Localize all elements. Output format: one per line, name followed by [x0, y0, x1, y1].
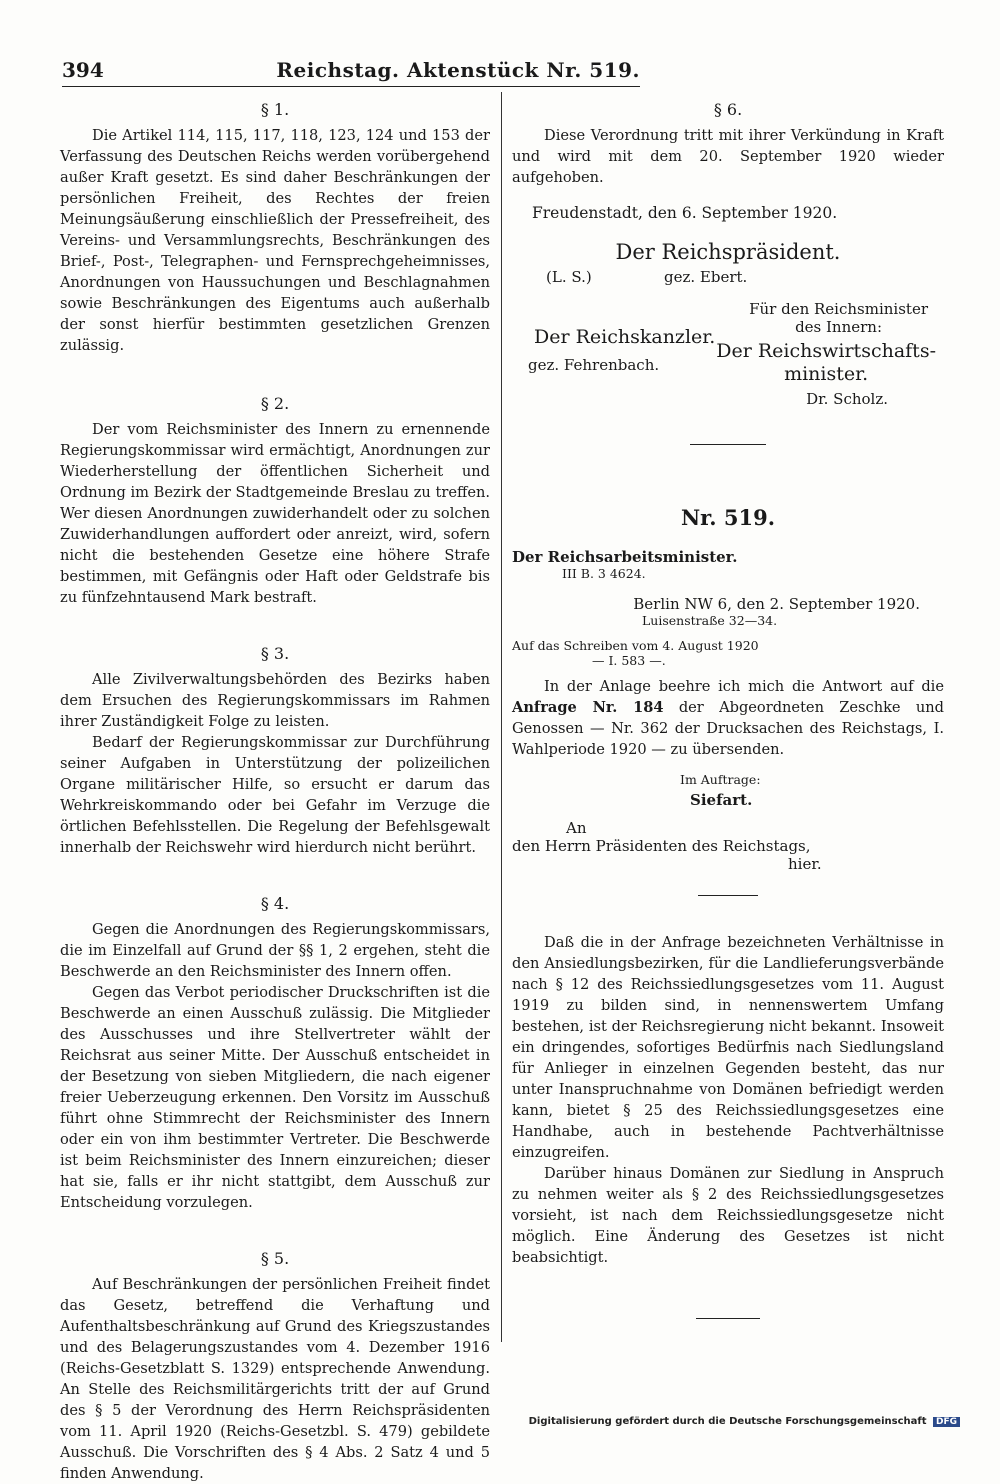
section-3-p2: Bedarf der Regierungskommissar zur Durchführung seiner Aufgaben in Unterstützung der polizeilichen Organe militärischer Hilfe, so ersucht er darum das Wehrkreiskommando oder bei Gefahr im Verzuge die örtlichen Befehlsstellen. Die Regelung der Befehlsgewalt innerhalb der Reichswehr wird hierdurch nicht berührt.: [60, 734, 490, 856]
street: Luisenstraße 32—34.: [642, 613, 778, 628]
address-hier: hier.: [788, 855, 822, 873]
footer-text: Digitalisierung gefördert durch die Deutsche Forschungsgemeinschaft: [528, 1416, 927, 1427]
section-4-heading: § 4.: [260, 894, 290, 913]
minister-for-line-2: des Innern:: [795, 318, 883, 336]
reference-number: III B. 3 4624.: [562, 566, 646, 581]
inquiry-number: Anfrage Nr. 184: [512, 699, 664, 716]
answer-paragraph-2: Darüber hinaus Domänen zur Siedlung in Anspruch zu nehmen weiter als § 2 des Reichssiedlungsgesetzes vorsieht, ist nach dem Reichssiedlungsgesetze nicht möglich. Eine Änderung des Gesetzes ist nicht beabsichtigt.: [512, 1165, 944, 1266]
right-column: [512, 100, 944, 1319]
section-5-text: Auf Beschränkungen der persönlichen Freiheit findet das Gesetz, betreffend die Verhaftung und Aufenthaltsbeschränkung auf Grund des Kriegszustandes und des Belagerungszustandes vom 4. Dezember 1916 (Reichs-Gesetzblatt S. 1329) entsprechende Anwendung. An Stelle des Reichsmilitärgerichts tritt der auf Grund des § 5 der Verordnung des Herrn Reichspräsidenten vom 11. April 1920 (Reichs-Gesetzbl. S. 479) gebildete Ausschuß. Die Vorschriften des § 4 Abs. 2 Satz 4 und 5 finden Anwendung.: [60, 1276, 490, 1482]
president-signature: gez. Ebert.: [664, 268, 748, 286]
economics-minister-title: [716, 340, 936, 386]
seal: (L. S.): [546, 268, 592, 286]
address-line: den Herrn Präsidenten des Reichstags,: [512, 837, 811, 855]
running-title: Reichstag. Aktenstück Nr. 519.: [276, 58, 640, 82]
intro-paragraph: [512, 676, 944, 760]
separator-rule-3: [696, 1318, 760, 1319]
im-auftrage: Im Auftrage:: [680, 772, 761, 787]
separator-rule: [690, 444, 766, 445]
document-number: Nr. 519.: [680, 505, 776, 530]
economics-title-line-1: Der Reichswirtschafts-: [716, 340, 936, 362]
separator-rule-2: [698, 895, 758, 896]
letter-reference-2: — I. 583 —.: [592, 653, 666, 668]
left-column: [60, 100, 490, 1484]
chancellor-signature: gez. Fehrenbach.: [528, 356, 660, 374]
footer: [529, 1416, 960, 1427]
page-header: [62, 58, 640, 87]
address-an: An: [566, 819, 587, 837]
seal-row: [512, 268, 944, 292]
economics-signature: Dr. Scholz.: [806, 390, 888, 408]
letter-reference-1: Auf das Schreiben vom 4. August 1920: [512, 638, 759, 653]
page-number: 394: [62, 58, 104, 82]
section-4-p2: Gegen das Verbot periodischer Druckschriften ist die Beschwerde an einen Ausschuß zulässig. Die Mitglieder des Ausschusses und ihre Stellvertreter wählt der Reichsrat aus seiner Mitte. Der Ausschuß entscheidet in der Besetzung von sieben Mitgliedern, die nach eigener freier Ueberzeugung erkennen. Den Vorsitz im Ausschuß führt ohne Stimmrecht der Reichsminister des Innern oder ein von ihm bestimmter Vertreter. Die Beschwerde ist beim Reichsminister des Innern einzureichen; dieser hat sie, falls er ihr nicht stattgibt, dem Ausschuß zur Entscheidung vorzulegen.: [60, 984, 490, 1211]
section-2-text: Der vom Reichsminister des Innern zu ernennende Regierungskommissar wird ermächtigt, Anordnungen zur Wiederherstellung der öffentlichen Sicherheit und Ordnung im Bezirk der Stadtgemeinde Breslau zu treffen. Wer diesen Anordnungen zuwiderhandelt oder zu solchen Zuwiderhandlungen auffordert oder anreizt, wird, sofern nicht die bestehenden Gesetze eine höhere Strafe bestimmen, mit Gefängnis oder Haft oder Geldstrafe bis zu fünfzehntausend Mark bestraft.: [60, 421, 490, 606]
section-3-heading: § 3.: [260, 644, 290, 663]
section-1-text: Die Artikel 114, 115, 117, 118, 123, 124 und 153 der Verfassung des Deutschen Reichs werden vorübergehend außer Kraft gesetzt. Es sind daher Beschränkungen der persönlichen Freiheit, des Rechtes der freien Meinungsäußerung einschließlich der Pressefreiheit, des Vereins- und Versammlungsrechts, Beschränkungen des Brief-, Post-, Telegraphen- und Fernsprechgeheimnisses, Anordnungen von Haussuchungen und Beschlagnahmen sowie Beschränkungen des Eigentums auch außerhalb der sonst hierfür bestimmten gesetzlichen Grenzen zulässig.: [60, 127, 490, 354]
section-6-heading: § 6.: [713, 100, 743, 119]
place-date: Berlin NW 6, den 2. September 1920.: [633, 595, 920, 613]
minister-for: [749, 300, 928, 336]
sender: Der Reichsarbeitsminister.: [512, 548, 738, 566]
chancellor-title: Der Reichskanzler.: [534, 326, 716, 348]
dfg-logo: DFG: [933, 1417, 960, 1427]
economics-title-line-2: minister.: [784, 363, 869, 385]
signature-block: [512, 300, 944, 410]
section-5-heading: § 5.: [260, 1249, 290, 1268]
section-4-p1: Gegen die Anordnungen des Regierungskommissars, die im Einzelfall auf Grund der §§ 1, 2 ergehen, steht die Beschwerde an den Reichsminister des Innern offen.: [60, 921, 490, 980]
intro-text-a: In der Anlage beehre ich mich die Antwort auf die: [544, 678, 944, 695]
president-title: Der Reichspräsident.: [615, 240, 841, 264]
date-line: Freudenstadt, den 6. September 1920.: [532, 204, 838, 222]
signer: Siefart.: [690, 791, 753, 809]
minister-for-line-1: Für den Reichsminister: [749, 300, 928, 318]
answer-paragraph-1: Daß die in der Anfrage bezeichneten Verhältnisse in den Ansiedlungsbezirken, für die Landlieferungsverbände nach § 12 des Reichssiedlungsgesetzes vom 11. August 1919 zu bilden sind, in nennenswertem Umfang bestehen, ist der Reichsregierung nicht bekannt. Insoweit ein dringendes, sofortiges Bedürfnis nach Siedlungsland für Anlieger in einzelnen Gegenden besteht, das nur unter Inanspruchnahme von Domänen befriedigt werden kann, bietet § 25 des Reichssiedlungsgesetzes eine Handhabe, auch in bestehende Pachtverhältnisse einzugreifen.: [512, 934, 944, 1161]
section-3-p1: Alle Zivilverwaltungsbehörden des Bezirks haben dem Ersuchen des Regierungskommissars im Rahmen ihrer Zuständigkeit Folge zu leisten.: [60, 671, 490, 730]
section-6-text: Diese Verordnung tritt mit ihrer Verkündung in Kraft und wird mit dem 20. September 1920 wieder aufgehoben.: [512, 127, 944, 186]
section-1-heading: § 1.: [260, 100, 290, 119]
intro-text-b: der Abgeordneten Zeschke und Genossen — Nr. 362 der Drucksachen des Reichstags, I. Wahlperiode 1920 — zu übersenden.: [512, 699, 944, 758]
section-2-heading: § 2.: [260, 394, 290, 413]
column-divider: [501, 92, 502, 1342]
